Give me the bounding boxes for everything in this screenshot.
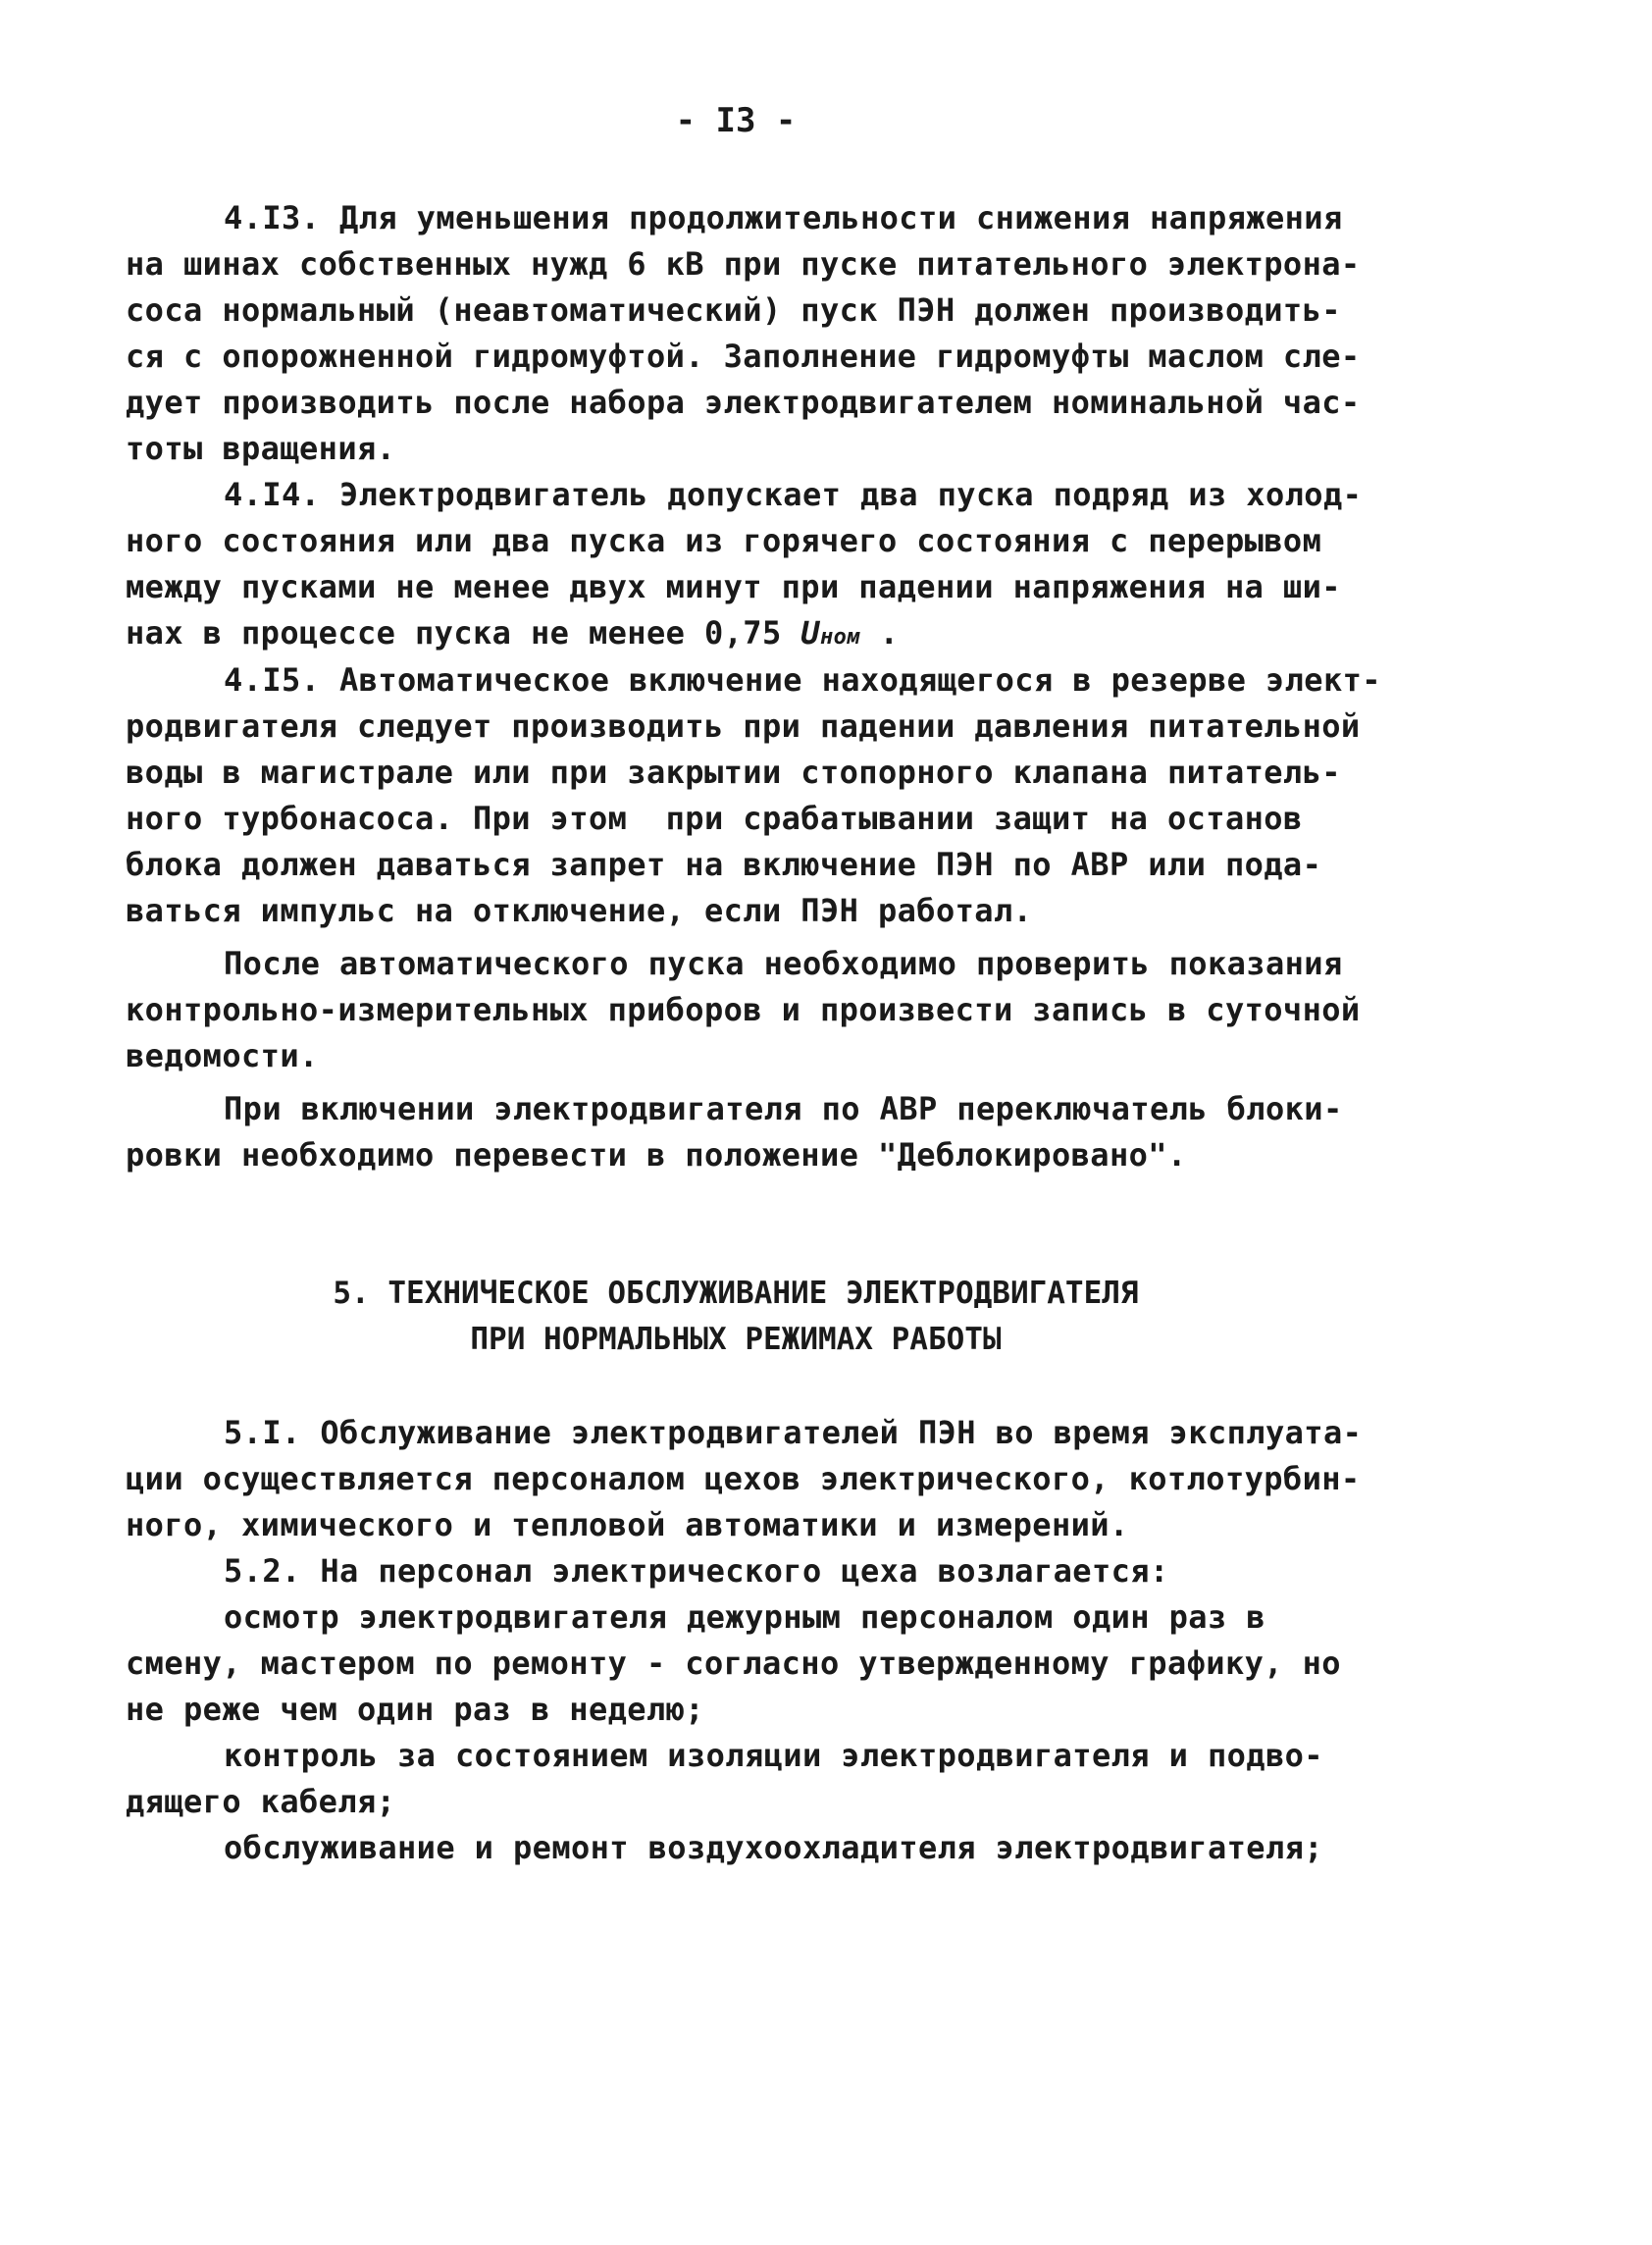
text-line: на шинах собственных нужд 6 кВ при пуске питательного электрона- bbox=[126, 245, 1361, 283]
text-line: ного, химического и тепловой автоматики и измерений. bbox=[126, 1506, 1129, 1543]
text-line: дящего кабеля; bbox=[126, 1783, 396, 1820]
text-line: тоты вращения. bbox=[126, 430, 396, 467]
text-line: 5.2. На персонал электрического цеха возлагается: bbox=[224, 1552, 1169, 1590]
text-line: соса нормальный (неавтоматический) пуск ПЭН должен производить- bbox=[126, 291, 1341, 329]
text-line: осмотр электродвигателя дежурным персоналом один раз в bbox=[224, 1598, 1265, 1636]
voltage-subscript: ном bbox=[819, 625, 860, 650]
text-line: ного турбонасоса. При этом при срабатывании защит на останов bbox=[126, 800, 1303, 837]
section-heading: ПРИ НОРМАЛЬНЫХ РЕЖИМАХ РАБОТЫ bbox=[470, 1322, 1002, 1357]
text-line: 5.I. Обслуживание электродвигателей ПЭН во время эксплуата- bbox=[224, 1414, 1363, 1451]
text-line: При включении электродвигателя по АВР переключатель блоки- bbox=[224, 1090, 1343, 1127]
text-line: смену, мастером по ремонту - согласно утвержденному графику, но bbox=[126, 1645, 1341, 1682]
text-line: ся с опорожненной гидромуфтой. Заполнение гидромуфты маслом сле- bbox=[126, 338, 1361, 375]
text-line: ного состояния или два пуска из горячего состояния с перерывом bbox=[126, 522, 1322, 559]
text-line: между пусками не менее двух минут при падении напряжения на ши- bbox=[126, 568, 1341, 605]
text-line: блока должен даваться запрет на включение ПЭН по АВР или пода- bbox=[126, 846, 1322, 883]
text-line: дует производить после набора электродвигателем номинальной час- bbox=[126, 384, 1361, 421]
text-line: ваться импульс на отключение, если ПЭН работал. bbox=[126, 892, 1033, 929]
text-line: ведомости. bbox=[126, 1037, 319, 1074]
voltage-symbol: U bbox=[800, 614, 820, 652]
text-line: 4.I3. Для уменьшения продолжительности снижения напряжения bbox=[224, 199, 1343, 236]
section-heading: 5. ТЕХНИЧЕСКОЕ ОБСЛУЖИВАНИЕ ЭЛЕКТРОДВИГАТЕЛЯ bbox=[333, 1276, 1139, 1311]
text-line: ровки необходимо перевести в положение "Деблокировано". bbox=[126, 1136, 1187, 1174]
text-segment-end: . bbox=[859, 614, 900, 652]
text-line: ции осуществляется персоналом цехов электрического, котлотурбин- bbox=[126, 1460, 1361, 1497]
text-line: не реже чем один раз в неделю; bbox=[126, 1691, 704, 1728]
text-line: контрольно-измерительных приборов и произвести запись в суточной bbox=[126, 991, 1361, 1028]
text-segment: нах в процессе пуска не менее 0,75 bbox=[126, 614, 801, 652]
text-line: воды в магистрале или при закрытии стопорного клапана питатель- bbox=[126, 754, 1341, 791]
page-number: - I3 - bbox=[675, 101, 797, 140]
text-line: обслуживание и ремонт воздухоохладителя электродвигателя; bbox=[224, 1829, 1323, 1866]
text-line: После автоматического пуска необходимо проверить показания bbox=[224, 945, 1343, 982]
text-line-formula bbox=[126, 614, 900, 652]
text-line: контроль за состоянием изоляции электродвигателя и подво- bbox=[224, 1737, 1323, 1774]
text-line: 4.I4. Электродвигатель допускает два пуска подряд из холод- bbox=[224, 476, 1363, 513]
text-line: 4.I5. Автоматическое включение находящегося в резерве элект- bbox=[224, 661, 1381, 699]
text-line: родвигателя следует производить при падении давления питательной bbox=[126, 707, 1361, 745]
